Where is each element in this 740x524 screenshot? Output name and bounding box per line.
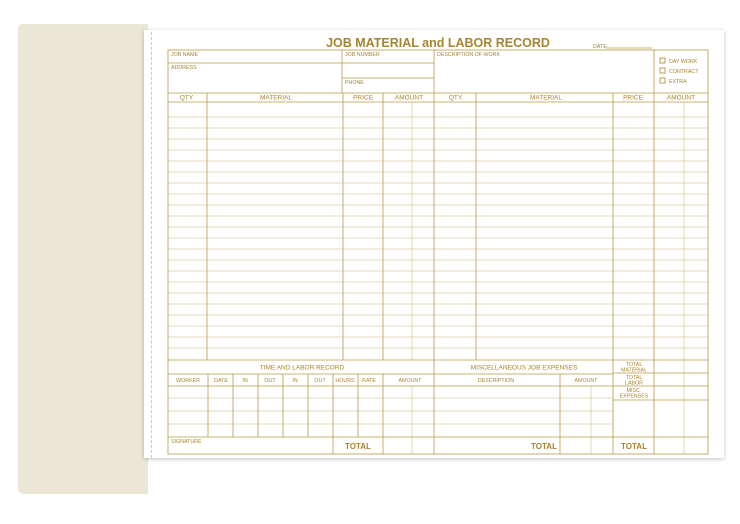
signature-label: SIGNATURE	[171, 439, 202, 445]
form-title: JOB MATERIAL and LABOR RECORD	[326, 36, 550, 50]
address-label: ADDRESS	[171, 65, 197, 71]
expense-amount-header: AMOUNT	[574, 378, 598, 384]
description-label: DESCRIPTION OF WORK	[437, 52, 500, 58]
extra-checkbox[interactable]	[660, 78, 665, 83]
total-labor-label-1: TOTAL	[625, 375, 643, 381]
out-header-2: OUT	[314, 378, 326, 384]
total-material-label-2: MATERIAL	[620, 367, 648, 374]
in-header-1: IN	[242, 378, 248, 384]
rate-header: RATE	[362, 378, 376, 384]
contract-checkbox[interactable]	[660, 68, 665, 73]
material-grid-rows	[168, 117, 708, 360]
price-header-left: PRICE	[353, 94, 373, 102]
amount-header-right: AMOUNT	[666, 94, 696, 102]
qty-header-right: QTY.	[448, 94, 464, 102]
in-header-2: IN	[292, 378, 298, 384]
material-header-left: MATERIAL	[259, 94, 293, 102]
misc-expenses-label-1: MISC.	[626, 388, 642, 394]
material-header-right: MATERIAL	[529, 94, 563, 102]
price-header-right: PRICE	[623, 94, 643, 102]
day-work-label: DAY WORK	[669, 59, 698, 65]
job-name-label: JOB NAME	[171, 52, 199, 58]
total-material-label-1: TOTAL	[625, 362, 643, 368]
day-work-checkbox[interactable]	[660, 58, 665, 63]
contract-label: CONTRACT	[669, 69, 699, 75]
date-header: DATE	[214, 378, 228, 384]
out-header-1: OUT	[264, 378, 276, 384]
total-labor-label-2: LABOR	[625, 380, 643, 387]
hours-header: HOURS	[335, 378, 355, 384]
expenses-section-title: MISCELLANEOUS JOB EXPENSES	[470, 364, 578, 372]
material-grid-columns	[207, 93, 684, 360]
worker-header: WORKER	[176, 378, 200, 384]
amount-header-left: AMOUNT	[394, 94, 424, 102]
expenses-total-label: TOTAL	[531, 442, 557, 451]
labor-total-label: TOTAL	[345, 442, 371, 451]
phone-label: PHONE	[345, 80, 364, 86]
labor-amount-header: AMOUNT	[398, 378, 422, 384]
expense-description-header: DESCRIPTION	[477, 378, 515, 384]
qty-header-left: QTY.	[179, 94, 195, 102]
job-number-label: JOB NUMBER	[345, 52, 380, 58]
misc-expenses-label-2: EXPENSES	[619, 393, 649, 400]
date-label: DATE	[593, 44, 607, 50]
extra-label: EXTRA	[669, 79, 687, 85]
grand-total-label: TOTAL	[621, 442, 647, 451]
labor-section-title: TIME AND LABOR RECORD	[259, 364, 345, 372]
